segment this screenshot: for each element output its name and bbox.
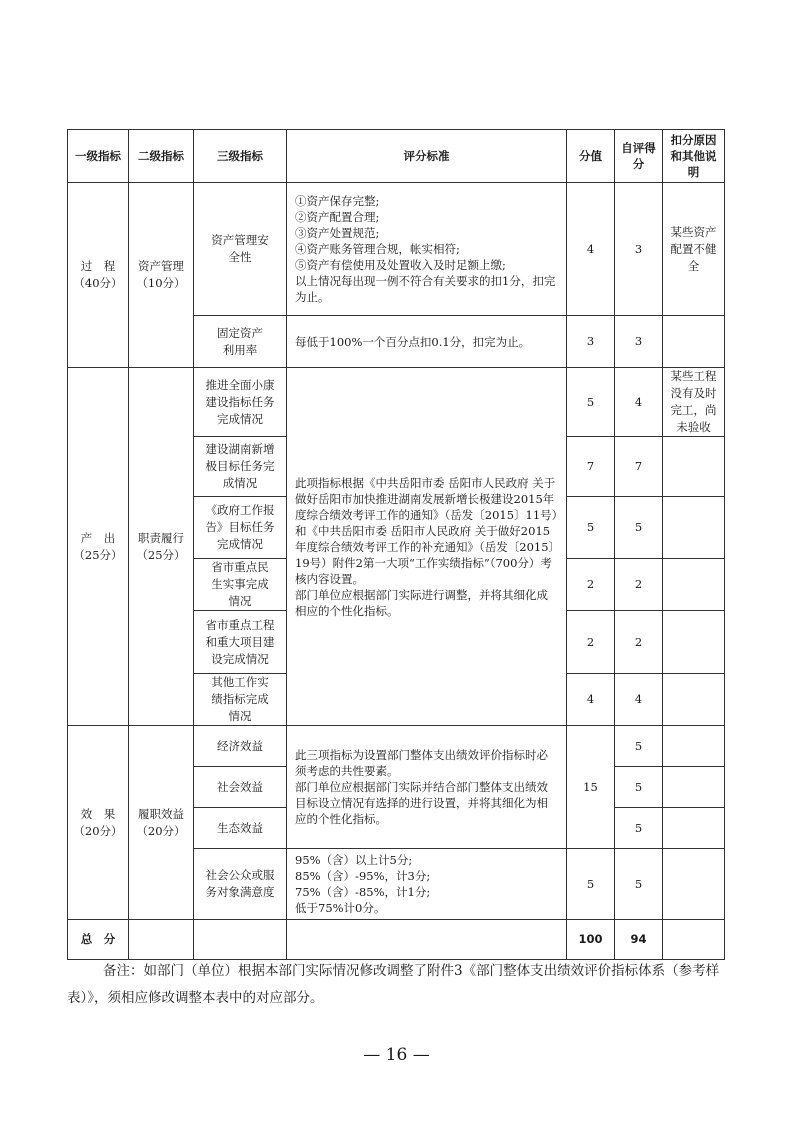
header-level3: 三级指标: [194, 130, 287, 183]
self-score-value: 7: [615, 437, 663, 497]
level3-output-item: 推进全面小康建设指标任务完成情况: [194, 368, 287, 437]
self-score-value: 4: [615, 674, 663, 726]
self-score-value: 5: [615, 497, 663, 559]
score-value: 5: [567, 368, 615, 437]
reason-text: [663, 849, 725, 920]
reason-text: [663, 497, 725, 559]
total-label: 总 分: [68, 920, 129, 960]
reason-text: 某些工程没有及时完工，尚未验收: [663, 368, 725, 437]
level1-effect: 效 果 （20分）: [68, 726, 129, 920]
level3-benefit-item: 社会效益: [194, 767, 287, 808]
reason-text: [663, 674, 725, 726]
level3-output-item: 其他工作实绩指标完成情况: [194, 674, 287, 726]
level3-satisfaction: 社会公众或服务对象满意度: [194, 849, 287, 920]
level2-benefit: 履职效益 （20分）: [129, 726, 194, 920]
reason-text: [663, 437, 725, 497]
score-value: 4: [567, 674, 615, 726]
evaluation-table: [67, 129, 725, 960]
reason-text: [663, 767, 725, 808]
level3-output-item: 省市重点民生实事完成情况: [194, 559, 287, 611]
level1-process: 过 程 （40分）: [68, 183, 129, 368]
level1-output: 产 出 （25分）: [68, 368, 129, 726]
self-score-value: 5: [615, 808, 663, 849]
table-row: [68, 368, 725, 437]
reason-text: [663, 316, 725, 368]
score-value: 5: [567, 497, 615, 559]
reason-text: [663, 559, 725, 611]
criteria-output: 此项指标根据《中共岳阳市委 岳阳市人民政府 关于做好岳阳市加快推进湖南发展新增长极建设2015年度综合绩效考评工作的通知》（岳发〔2015〕11号）和《中共岳阳市委 岳阳市人民政府 关于做好2015年度综合绩效考评工作的补充通知》（岳发〔2015〕19号）附件2第一大项“工作实绩指标”（700分）考核内容设置。 部门单位应根据部门实际进行调整，并将其细化成相应的个性化指标。: [287, 368, 567, 726]
table-row: [68, 726, 725, 767]
level3-benefit-item: 经济效益: [194, 726, 287, 767]
self-score-value: 4: [615, 368, 663, 437]
total-self-score: 94: [615, 920, 663, 960]
score-value: 4: [567, 183, 615, 316]
header-self-score: 自评得分: [615, 130, 663, 183]
page-number: — 16 —: [363, 1045, 430, 1065]
self-score-value: 5: [615, 726, 663, 767]
header-score: 分值: [567, 130, 615, 183]
reason-text: [663, 726, 725, 767]
self-score-value: 3: [615, 183, 663, 316]
table-row: [68, 183, 725, 316]
level3-asset-safety: 资产管理安全性: [194, 183, 287, 316]
score-value: 15: [567, 726, 615, 849]
score-value: 7: [567, 437, 615, 497]
criteria-fixed-asset: 每低于100%一个百分点扣0.1分，扣完为止。: [287, 316, 567, 368]
score-value: 5: [567, 849, 615, 920]
criteria-satisfaction: 95%（含）以上计5分; 85%（含）-95%，计3分; 75%（含）-85%，计1分; 低于75%计0分。: [287, 849, 567, 920]
level3-output-item: 《政府工作报告》目标任务完成情况: [194, 497, 287, 559]
footnote: 备注：如部门（单位）根据本部门实际情况修改调整了附件3《部门整体支出绩效评价指标体系（参考样表）》，须相应修改调整本表中的对应部分。: [67, 963, 720, 1006]
total-score: 100: [567, 920, 615, 960]
reason-text: 某些资产配置不健全: [663, 183, 725, 316]
header-level2: 二级指标: [129, 130, 194, 183]
self-score-value: 2: [615, 559, 663, 611]
score-value: 2: [567, 611, 615, 674]
self-score-value: 5: [615, 849, 663, 920]
header-level1: 一级指标: [68, 130, 129, 183]
level2-asset: 资产管理 （10分）: [129, 183, 194, 368]
score-value: 3: [567, 316, 615, 368]
self-score-value: 2: [615, 611, 663, 674]
criteria-benefit: 此三项指标为设置部门整体支出绩效评价指标时必须考虑的共性要素。 部门单位应根据部门实际并结合部门整体支出绩效目标设立情况有选择的进行设置，并将其细化为相应的个性化指标。: [287, 726, 567, 849]
criteria-asset-safety: ①资产保存完整; ②资产配置合理; ③资产处置规范; ④资产账务管理合规，帐实相符; ⑤资产有偿使用及处置收入及时足额上缴; 以上情况每出现一例不符合有关要求的扣1分，扣完为止。: [287, 183, 567, 316]
level3-output-item: 省市重点工程和重大项目建设完成情况: [194, 611, 287, 674]
reason-text: [663, 808, 725, 849]
reason-text: [663, 611, 725, 674]
score-value: 2: [567, 559, 615, 611]
header-reason: 扣分原因和其他说明: [663, 130, 725, 183]
header-row: [68, 130, 725, 183]
level3-benefit-item: 生态效益: [194, 808, 287, 849]
level3-output-item: 建设湖南新增极目标任务完成情况: [194, 437, 287, 497]
level3-fixed-asset: 固定资产利用率: [194, 316, 287, 368]
self-score-value: 3: [615, 316, 663, 368]
level2-duty: 职责履行 （25分）: [129, 368, 194, 726]
self-score-value: 5: [615, 767, 663, 808]
header-criteria: 评分标准: [287, 130, 567, 183]
total-row: [68, 920, 725, 960]
